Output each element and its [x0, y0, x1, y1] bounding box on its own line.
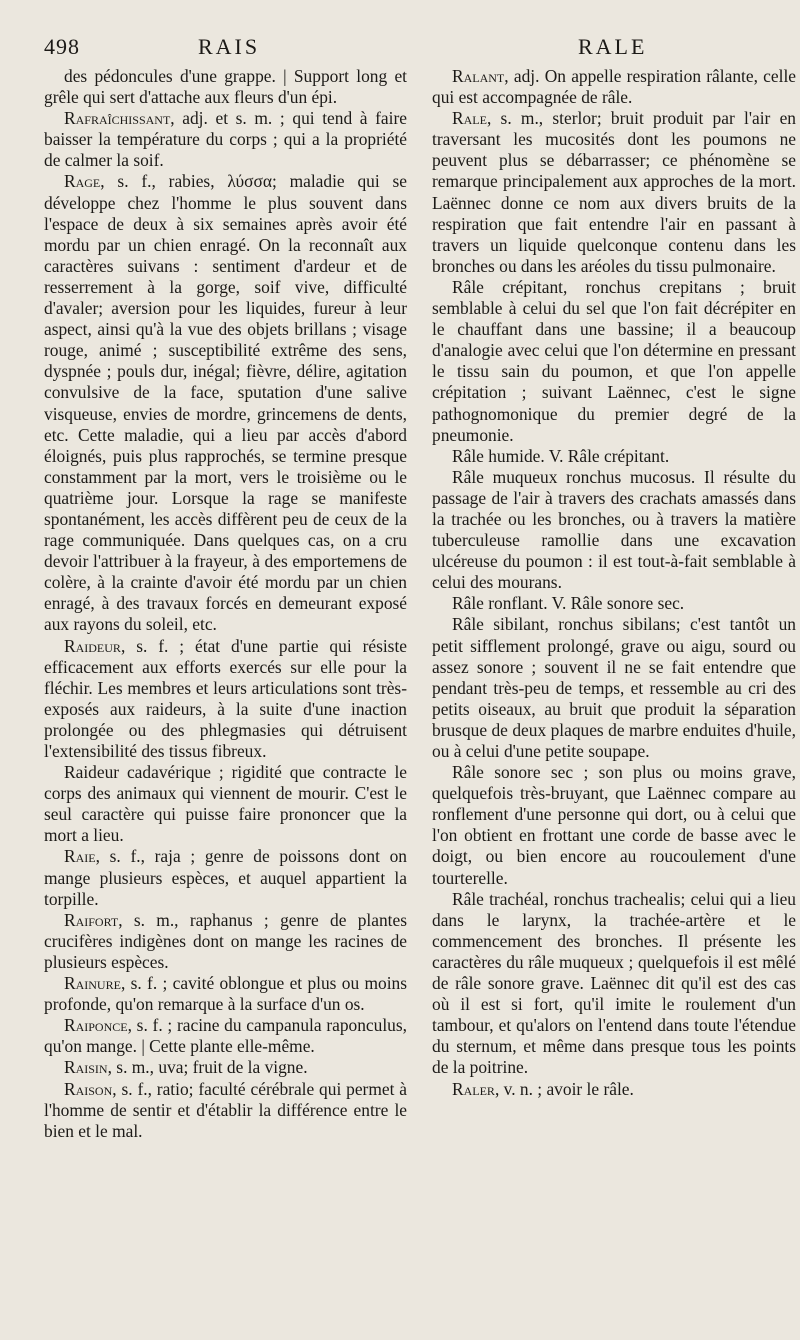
left-column — [44, 66, 407, 1142]
entry-raiponce: Raiponce, s. f. ; racine du campanula raponculus, qu'on mange. | Cette plante elle-même. — [44, 1015, 407, 1057]
page-number: 498 — [44, 34, 80, 59]
headword: Rage — [64, 171, 101, 192]
entry-rale-crepitant: Râle crépitant, ronchus crepitans ; bruit semblable à celui du sel que l'on fait décrépiter en le chauffant dans une bassine; il a beaucoup d'analogie avec celui que l'on détermine en pressant le tissu sain du poumon, et que l'on appelle crépitation ; suivant Laënnec, c'est le signe pathognomonique du premier degré de la pneumonie. — [432, 276, 796, 445]
entry-raie: Raie, s. f., raja ; genre de poissons dont on mange plusieurs espèces, et auquel appartient la torpille. — [44, 846, 407, 909]
headword: Raifort — [64, 909, 119, 930]
headword: Raisin — [64, 1057, 108, 1078]
headword: Raison — [64, 1078, 113, 1099]
headword: Ralant — [452, 66, 505, 86]
entry-raison: Raison, s. f., ratio; faculté cérébrale qui permet à l'homme de sentir et d'établir la différence entre le bien et le mal. — [44, 1078, 407, 1141]
headword: Raler — [452, 1078, 495, 1099]
page-header — [0, 34, 800, 64]
headword: Raiponce — [64, 1015, 128, 1036]
entry-raler: Raler, v. n. ; avoir le râle. — [452, 1078, 634, 1099]
entry-rale-humide: Râle humide. V. Râle crépitant. — [452, 445, 670, 466]
entry-rage: Rage, s. f., rabies, λύσσα; maladie qui se développe chez l'homme le plus souvent dans l'espace de deux à six semaines après avoir été mordu par un chien enragé. On la reconnaît aux caractères suivans : sentiment d'ardeur et de resserrement à la gorge, soif vive, difficulté d'avaler; aversion pour les liquides, fureur à leur aspect, ainsi qu'à la vue des objets brillans ; visage rouge, animé ; susceptibilité extrême des sens, dyspnée ; pouls dur, inégal; fièvre, délire, agitation convulsive de la face, sputation d'une salive visqueuse, envies de mordre, grincemens de dents, etc. Cette maladie, qui a lieu par accès d'abord éloignés, puis plus rapprochés, se termine presque constamment par la mort, vers le troisième ou le quatrième jour. Lorsque la rage se manifeste spontanément, les accès diffèrent peu de ceux de la rage communiquée. Dans quelques cas, on a cru devoir l'attribuer à la frayeur, à des emportemens de colère, à la crainte d'avoir été mordu par un chien enragé, à des travaux forcés en demeurant exposé aux rayons du soleil, etc. — [44, 171, 407, 635]
entry-rale-tracheal: Râle trachéal, ronchus trachealis; celui qui a lieu dans le larynx, la trachée-artère et le commencement des bronches. Il présente les caractères du râle muqueux ; quelquefois il est mêlé de râle sonore grave. Laënnec dit qu'il est des cas où il est si fort, qu'il imite le roulement d'un tambour, et qu'alors on l'entend dans toute l'étendue du sternum, et même dans presque tous les points de la poitrine. — [432, 888, 796, 1078]
entry-rainure: Rainure, s. f. ; cavité oblongue et plus ou moins profonde, qu'on remarque à la surface d'un os. — [44, 973, 407, 1015]
entry-ralant: Ralant, adj. On appelle respiration râlante, celle qui est accompagnée de râle. — [432, 66, 796, 108]
headword: Rafraîchissant — [64, 108, 171, 129]
headword: Raie — [64, 846, 96, 867]
entry-rale-sibilant: Râle sibilant, ronchus sibilans; c'est tantôt un petit sifflement prolongé, grave ou aigu, sourd ou assez sonore ; souvent il ne se fait entendre que pendant très-peu de temps, et ressemble au cri des petits oiseaux, au bruit que produit la séparation brusque de deux plaques de marbre enduites d'huile, ou à celui d'une petite soupape. — [432, 614, 796, 761]
entry-raideur-cadaverique: Raideur cadavérique ; rigidité que contracte le corps des animaux qui viennent de mourir. C'est le seul caractère qui puisse faire prononcer que la mort a lieu. — [44, 762, 407, 846]
entry-rale-muqueux: Râle muqueux ronchus mucosus. Il résulte du passage de l'air à travers des crachats amassés dans la trachée ou les bronches, ou à travers la matière tuberculeuse ramollie dans une excavation ulcéreuse du poumon : il est tout-à-fait semblable à celui des mourans. — [432, 466, 796, 593]
headword: Rale — [452, 108, 487, 129]
headword: Raideur — [64, 635, 121, 656]
entry-raifort: Raifort, s. m., raphanus ; genre de plantes crucifères indigènes dont on mange les racines de plusieurs espèces. — [44, 909, 407, 972]
left-running-head: RAIS — [198, 34, 261, 59]
entry-raisin: Raisin, s. m., uva; fruit de la vigne. — [64, 1057, 308, 1078]
entry-raideur: Raideur, s. f. ; état d'une partie qui résiste efficacement aux efforts exercés sur elle pour la fléchir. Les membres et leurs articulations sont très-exposés aux raideurs, à la suite d'une inaction prolongée ou des phlegmasies qui détruisent l'extensibilité des tissus fibreux. — [44, 635, 407, 761]
entry-rale: Rale, s. m., sterlor; bruit produit par l'air en traversant les mucosités dont les poumons ne peuvent plus se débarrasser; ce phénomène se remarque principalement aux approches de la mort. Laënnec donne ce nom aux divers bruits de la respiration que fait entendre l'air en passant à travers un liquide quelconque contenu dans les bronches ou dans les aréoles du tissu pulmonaire. — [432, 108, 796, 276]
entry-continuation: des pédoncules d'une grappe. | Support long et grêle qui sert d'attache aux fleurs d'un épi. — [44, 66, 407, 108]
entry-rale-ronflant: Râle ronflant. V. Râle sonore sec. — [452, 593, 685, 614]
headword: Rainure — [64, 973, 121, 994]
right-running-head: RALE — [578, 34, 648, 59]
right-column — [432, 66, 796, 1100]
entry-rale-sonore-sec: Râle sonore sec ; son plus ou moins grave, quelquefois très-bruyant, que Laënnec compare au ronflement d'une personne qui dort, ou à celui que l'on obtient en frottant une corde de basse avec le doigt, ou bien encore au roucoulement d'une tourterelle. — [432, 762, 796, 888]
entry-rafraichissant: Rafraîchissant, adj. et s. m. ; qui tend à faire baisser la température du corps ; qui a la propriété de calmer la soif. — [44, 108, 407, 171]
